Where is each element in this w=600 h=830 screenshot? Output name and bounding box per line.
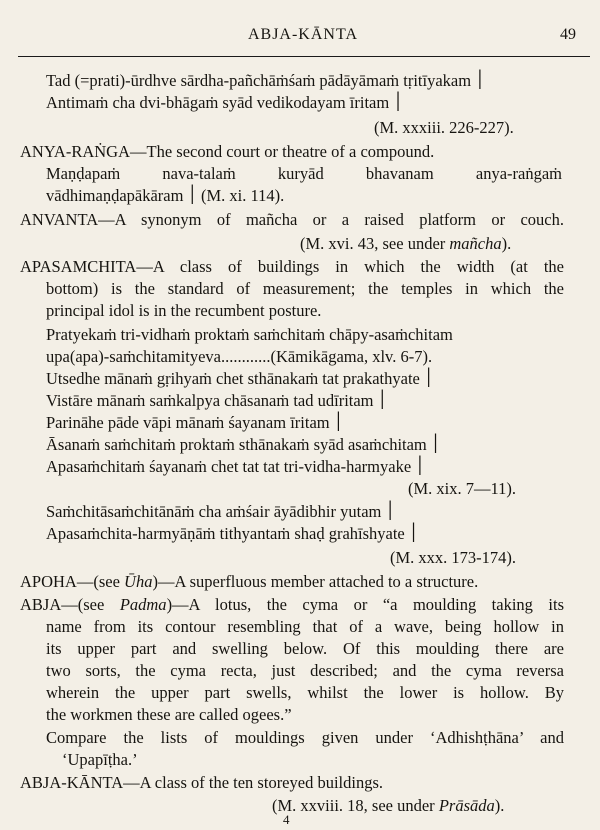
verse-line: Antimaṁ cha dvi-bhāgaṁ syād vedikodayam īritam ׀ <box>46 93 403 112</box>
verse-line: Tad (=prati)-ūrdhve sārdha-pañchāṁśaṁ pādāyāmaṁ tṛitīyakam ׀ <box>46 71 485 90</box>
verse-line: Vistāre mānaṁ saṁkalpya chāsanaṁ tad udīritam ׀ <box>46 391 387 410</box>
citation: (M. xix. 7—11). <box>408 479 517 498</box>
verse-line: Pratyekaṁ tri-vidhaṁ proktaṁ saṁchitaṁ chāpy-asaṁchitam <box>46 325 453 344</box>
verse-line: Apasaṁchita-harmyāṇāṁ tithyantaṁ shaḍ grahīshyate ׀ <box>46 524 419 543</box>
entry-anya-ranga: ANYA-RAṄGA—The second court or theatre of a compound. <box>20 142 435 161</box>
body-line: ‘Upapīṭha.’ <box>62 750 138 769</box>
body-line: two sorts, the cyma recta, just described; and the cyma reversa <box>46 661 564 680</box>
citation: (M. xxx. 173-174). <box>390 548 517 567</box>
running-title: ABJA-KĀNTA <box>247 26 359 43</box>
verse-line: Āsanaṁ saṁchitaṁ proktaṁ sthānakaṁ syād asaṁchitam ׀ <box>46 435 441 454</box>
header-rule <box>18 56 590 57</box>
verse-line: upa(apa)-saṁchitamityeva............(Kāmikāgama, xlv. 6-7). <box>46 347 433 366</box>
entry-apoha: APOHA—(see Ūha)—A superfluous member attached to a structure. <box>20 572 479 591</box>
body-line: principal idol is in the recumbent posture. <box>46 301 322 320</box>
citation: (M. xvi. 43, see under mañcha). <box>300 234 512 253</box>
body-line: name from its contour resembling that of a wave, being hollow in <box>46 617 564 636</box>
signature-mark: 4 <box>283 812 290 827</box>
entry-abja: ABJA—(see Padma)—A lotus, the cyma or “a moulding taking its <box>20 595 564 614</box>
verse-line: Saṁchitāsaṁchitānāṁ cha aṁśair āyādibhir yutam ׀ <box>46 502 395 521</box>
entry-apasamchita: APASAMCHITA—A class of buildings in which the width (at the <box>20 257 564 276</box>
entry-anvanta: ANVANTA—A synonym of mañcha or a raised platform or couch. <box>20 210 564 229</box>
page-number: 49 <box>560 26 576 43</box>
verse-line: Utsedhe mānaṁ gṛihyaṁ chet sthānakaṁ tat prakathyate ׀ <box>46 369 434 388</box>
body-line: Compare the lists of mouldings given under ‘Adhishṭhāna’ and <box>46 728 564 747</box>
body-line: wherein the upper part swells, whilst the lower is hollow. By <box>46 683 564 702</box>
entry-abja-kanta: ABJA-KĀNTA—A class of the ten storeyed buildings. <box>20 773 384 792</box>
body-line: the workmen these are called ogees.” <box>46 705 292 724</box>
verse-line: vādhimaṇḍapākāram ׀ (M. xi. 114). <box>46 186 285 205</box>
running-header <box>18 26 588 52</box>
citation: (M. xxxiii. 226-227). <box>374 118 514 137</box>
verse-line: Maṇḍapaṁ nava-talaṁ kuryād bhavanam anya-raṅgaṁ <box>46 164 562 183</box>
verse-line: Apasaṁchitaṁ śayanaṁ chet tat tat tri-vidha-harmyake ׀ <box>46 457 425 476</box>
body-line: bottom) is the standard of measurement; the temples in which the <box>46 279 564 298</box>
body-line: its upper part and swelling below. Of this moulding there are <box>46 639 564 658</box>
citation: (M. xxviii. 18, see under Prāsāda). <box>272 796 505 815</box>
verse-line: Parināhe pāde vāpi mānaṁ śayanam īritam ׀ <box>46 413 344 432</box>
